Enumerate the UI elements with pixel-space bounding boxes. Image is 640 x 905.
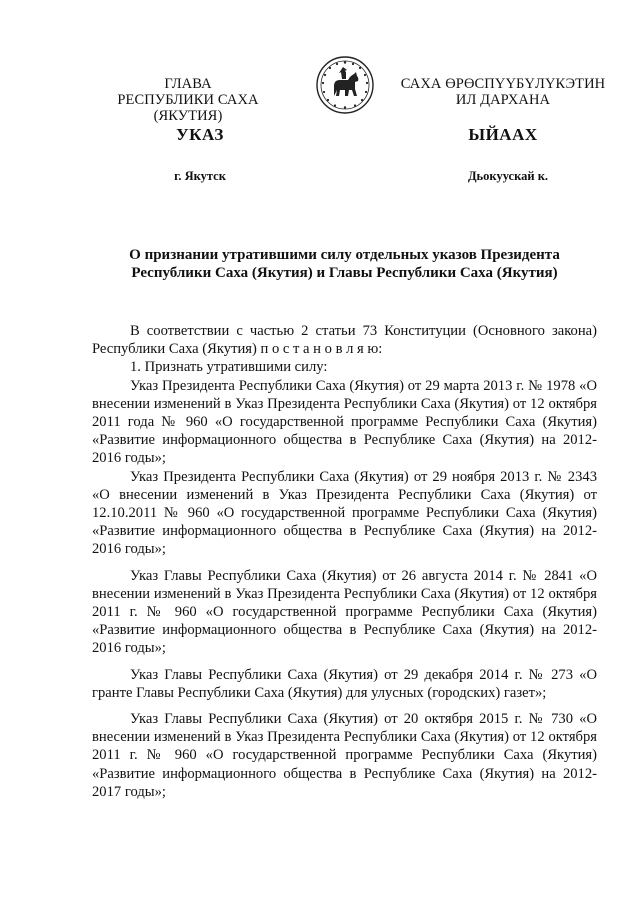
coat-of-arms-icon bbox=[315, 55, 375, 115]
header-right bbox=[396, 76, 610, 108]
header-left bbox=[82, 76, 294, 124]
paragraph-decree-4: Указ Главы Республики Саха (Якутия) от 29 декабря 2014 г. № 273 «О гранте Главы Республики Саха (Якутия) для улусных (городских) газет»; bbox=[92, 666, 597, 701]
doc-type-ru: УКАЗ bbox=[176, 125, 224, 144]
header-left-line1: ГЛАВА bbox=[164, 76, 212, 92]
paragraph-decree-3: Указ Главы Республики Саха (Якутия) от 26 августа 2014 г. № 2841 «О внесении изменений в Указ Президента Республики Саха (Якутия) от 12 октября 2011 г. № 960 «О государственной программе Республики Саха (Якутия) «Развитие информационного общества в Республике Саха (Якутия) на 2012-2016 годы»; bbox=[92, 567, 597, 657]
paragraph-decree-1: Указ Президента Республики Саха (Якутия) от 29 марта 2013 г. № 1978 «О внесении изменений в Указ Президента Республики Саха (Якутия) от 12 октября 2011 года № 960 «О государственной программе Республики Саха (Якутия) «Развитие информационного общества в Республике Саха (Якутия) на 2012-2016 годы»; bbox=[92, 377, 597, 467]
paragraph-decree-2: Указ Президента Республики Саха (Якутия) от 29 ноября 2013 г. № 2343 «О внесении изменений в Указ Президента Республики Саха (Якутия) от 12.10.2011 № 960 «О государственной программе Республики Саха (Якутия) «Развитие информационного общества в Республике Саха (Якутия) на 2012-2016 годы»; bbox=[92, 468, 597, 558]
paragraph-preamble: В соответствии с частью 2 статьи 73 Конституции (Основного закона) Республики Саха (Якутия) п о с т а н о в л я ю: bbox=[92, 323, 597, 358]
header-left-line2: РЕСПУБЛИКИ САХА (ЯКУТИЯ) bbox=[117, 92, 259, 124]
city-ru: г. Якутск bbox=[174, 169, 226, 183]
document-body bbox=[92, 322, 597, 801]
header-right-line1: САХА ӨРӨСПҮҮБҮЛҮКЭТИН bbox=[400, 76, 606, 92]
city-sah: Дьокуускай к. bbox=[467, 169, 549, 183]
document-title bbox=[92, 246, 597, 282]
doc-type-sah: ЫЙААХ bbox=[468, 125, 538, 144]
title-line1: О признании утратившими силу отдельных указов Президента bbox=[129, 247, 560, 263]
paragraph-item-1: 1. Признать утратившими силу: bbox=[130, 359, 328, 376]
paragraph-decree-5: Указ Главы Республики Саха (Якутия) от 20 октября 2015 г. № 730 «О внесении изменений в Указ Президента Республики Саха (Якутия) от 12 октября 2011 г. № 960 «О государственной программе Республики Саха (Якутия) «Развитие информационного общества в Республике Саха (Якутия) на 2012-2017 годы»; bbox=[92, 711, 597, 800]
header-right-line2: ИЛ ДАРХАНА bbox=[455, 92, 551, 108]
title-line2: Республики Саха (Якутия) и Главы Республики Саха (Якутия) bbox=[131, 265, 558, 281]
